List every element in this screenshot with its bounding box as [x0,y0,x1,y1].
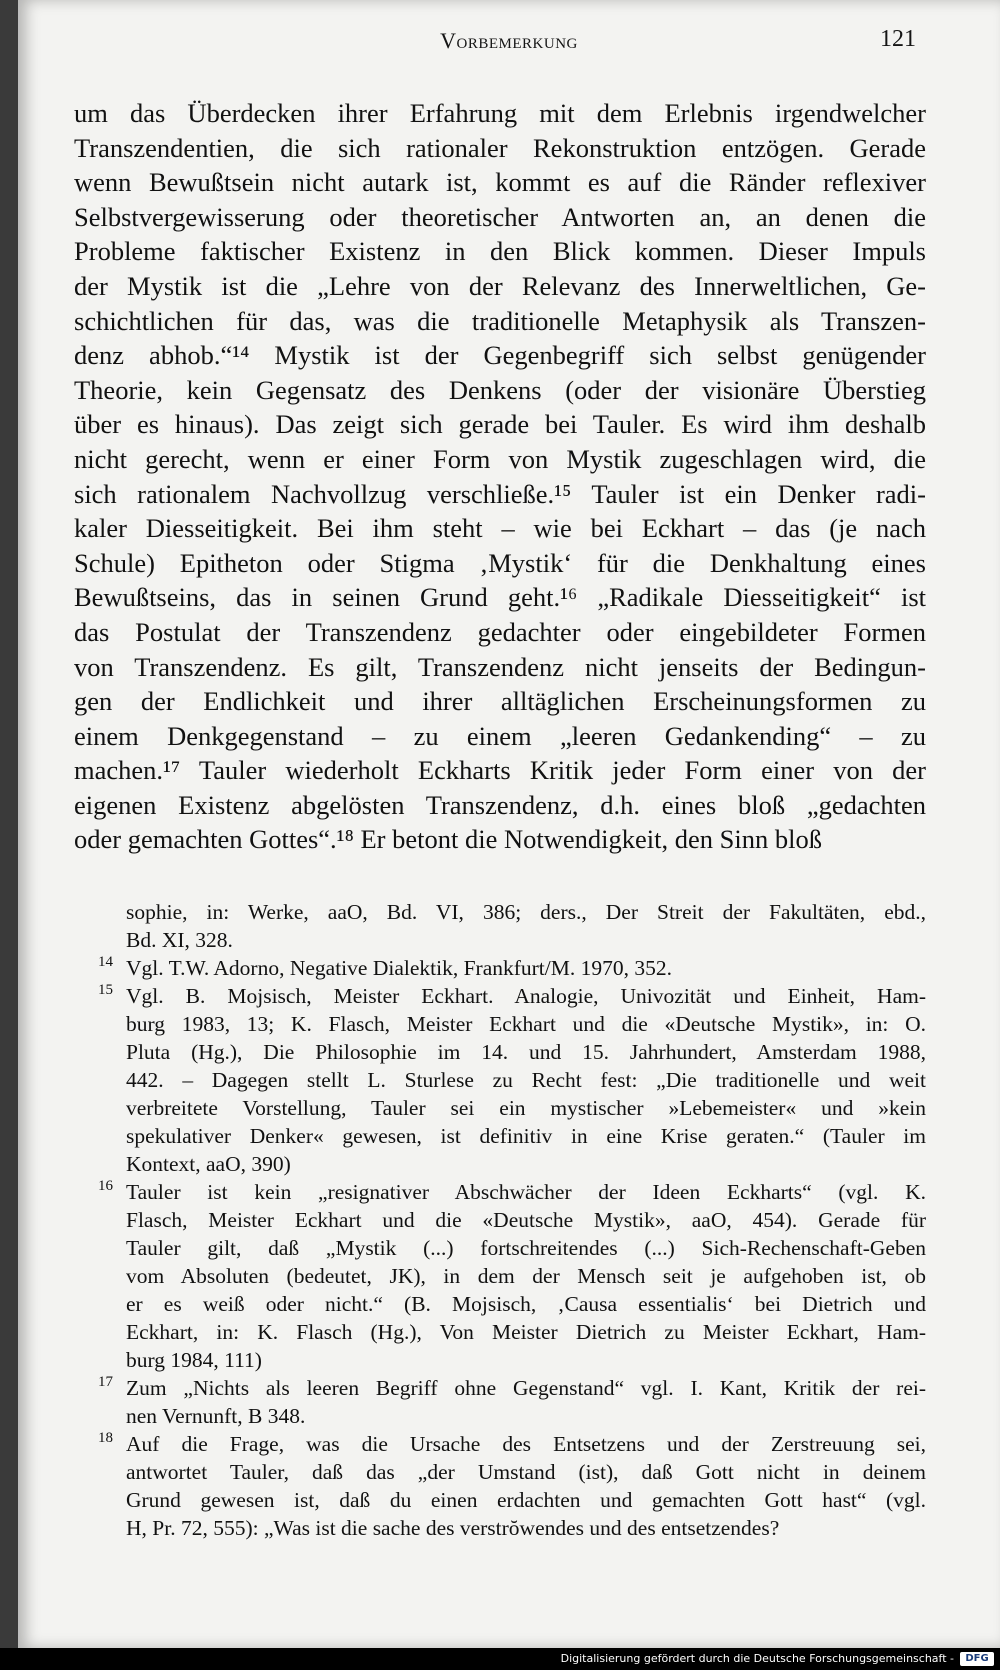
footnote-text: 442. – Dagegen stellt L. Sturlese zu Recht fest: „Die traditionelle und weit [126,1068,926,1092]
text-line: von Transzendenz. Es gilt, Transzendenz nicht jenseits der Bedingun- [74,651,926,682]
running-title: Vorbemerkung [440,28,578,53]
book-page [18,0,1000,1648]
text-line: um das Überdecken ihrer Erfahrung mit dem Erlebnis irgendwelcher [74,98,926,128]
footnote-line [74,1318,926,1346]
footnote-text: Flasch, Meister Eckhart und die «Deutsche Mystik», aaO, 454). Gerade für [126,1208,926,1232]
footnote-text: Tauler ist kein „resignativer Abschwächer der Ideen Eckharts“ (vgl. K. [126,1180,926,1204]
footnote-line [74,926,926,954]
main-text [74,96,926,857]
text-line: das Postulat der Transzendenz gedachter oder eingebildeter Formen [74,616,926,647]
text-line: schichtlichen für das, was die traditionelle Metaphysik als Transzen- [74,305,926,336]
footnote-text: Tauler gilt, daß „Mystik (...) fortschreitendes (...) Sich-Rechenschaft-Geben [126,1236,926,1260]
footnote-number: 14 [98,954,113,970]
text-line: oder gemachten Gottes“.¹⁸ Er betont die Notwendigkeit, den Sinn bloß [74,824,822,855]
digitization-note: Digitalisierung gefördert durch die Deutsche Forschungsgemeinschaft - [560,1652,954,1665]
footnote-line [74,1010,926,1038]
footnote-text: Zum „Nichts als leeren Begriff ohne Gegenstand“ vgl. I. Kant, Kritik der rei- [126,1376,926,1400]
text-line: gen der Endlichkeit und ihrer alltäglichen Erscheinungsformen zu [74,686,926,717]
text-line: der Mystik ist die „Lehre von der Relevanz des Innerweltlichen, Ge- [74,270,926,301]
footnote-text: Vgl. B. Mojsisch, Meister Eckhart. Analogie, Univozität und Einheit, Ham- [126,984,926,1008]
footnote-number: 18 [98,1430,113,1446]
footnote-line [74,1178,926,1206]
text-line: nicht gerecht, wenn er einer Form von Mystik zugeschlagen wird, die [74,443,926,474]
text-line: Probleme faktischer Existenz in den Blick kommen. Dieser Impuls [74,236,926,267]
footnote-line [74,954,926,982]
footnote-line [74,1122,926,1150]
text-line: eigenen Existenz abgelösten Transzendenz, d.h. eines bloß „gedachten [74,789,926,820]
text-line: Bewußtseins, das in seinen Grund geht.¹⁶ „Radikale Diesseitigkeit“ ist [74,582,926,613]
footnote-line [74,1094,926,1122]
footnote-line [74,1346,926,1374]
text-line: Transzendentien, die sich rationaler Rekonstruktion entzögen. Gerade [74,132,926,163]
footnote-text: Bd. XI, 328. [126,928,233,952]
footnote-text: H, Pr. 72, 555): „Was ist die sache des verstrŏwendes und des entsetzendes? [126,1516,780,1540]
footnote-text: Pluta (Hg.), Die Philosophie im 14. und 15. Jahrhundert, Amsterdam 1988, [126,1040,926,1064]
footnote-text: antwortet Tauler, daß das „der Umstand (ist), daß Gott nicht in deinem [126,1460,926,1484]
text-line: wenn Bewußtsein nicht autark ist, kommt es auf die Ränder reflexiver [74,167,926,198]
footnote-number: 17 [98,1374,113,1390]
footnote-text: Grund gewesen ist, daß du einen erdachten und gemachten Gott hast“ (vgl. [126,1488,926,1512]
footnote-line [74,1206,926,1234]
footnote-text: sophie, in: Werke, aaO, Bd. VI, 386; ders., Der Streit der Fakultäten, ebd., [126,900,926,924]
footnote-line [74,1290,926,1318]
footnote-text: Kontext, aaO, 390) [126,1152,291,1176]
page-header [74,24,944,60]
footnote-line [74,982,926,1010]
footnote-text: verbreitete Vorstellung, Tauler sei ein mystischer »Lebemeister« und »kein [126,1096,926,1120]
text-line: denz abhob.“¹⁴ Mystik ist der Gegenbegriff sich selbst genügender [74,340,926,371]
text-line: machen.¹⁷ Tauler wiederholt Eckharts Kritik jeder Form einer von der [74,755,926,786]
dfg-logo: DFG [960,1652,994,1666]
footnote-text: er es weiß oder nicht.“ (B. Mojsisch, ‚Causa essentialis‘ bei Dietrich und [126,1292,926,1316]
text-line: Schule) Epitheton oder Stigma ‚Mystik‘ für die Denkhaltung eines [74,547,926,578]
text-line: Selbstvergewisserung oder theoretischer Antworten an, an denen die [74,201,926,232]
footnote-text: Auf die Frage, was die Ursache des Entsetzens und der Zerstreuung sei, [126,1432,926,1456]
footnote-line [74,1458,926,1486]
footnote-text: burg 1984, 111) [126,1348,262,1372]
footnote-line [74,1066,926,1094]
page-number: 121 [880,26,916,52]
footnote-line [74,1402,926,1430]
footnote-line [74,1038,926,1066]
footnote-line [74,1262,926,1290]
footnote-line [74,1430,926,1458]
footnote-text: vom Absoluten (bedeutet, JK), in dem der Mensch seit je aufgehoben ist, ob [126,1264,926,1288]
footnote-line [74,1374,926,1402]
footnote-number: 16 [98,1178,113,1194]
footnote-line [74,898,926,926]
footnote-text: nen Vernunft, B 348. [126,1404,306,1428]
digitization-footer [0,1648,1000,1670]
text-line: einem Denkgegenstand – zu einem „leeren Gedankending“ – zu [74,720,926,751]
footnote-line [74,1150,926,1178]
text-line: sich rationalem Nachvollzug verschließe.¹⁵ Tauler ist ein Denker radi- [74,478,926,509]
footnote-text: spekulativer Denker« gewesen, ist definitiv in eine Krise geraten.“ (Tauler im [126,1124,926,1148]
footnote-line [74,1234,926,1262]
footnote-text: Vgl. T.W. Adorno, Negative Dialektik, Frankfurt/M. 1970, 352. [126,956,672,980]
footnote-line [74,1486,926,1514]
text-line: über es hinaus). Das zeigt sich gerade bei Tauler. Es wird ihm deshalb [74,409,926,440]
text-line: kaler Diesseitigkeit. Bei ihm steht – wie bei Eckhart – das (je nach [74,513,926,544]
footnote-number: 15 [98,982,113,998]
footnote-text: burg 1983, 13; K. Flasch, Meister Eckhart und die «Deutsche Mystik», in: O. [126,1012,926,1036]
footnote-text: Eckhart, in: K. Flasch (Hg.), Von Meister Dietrich zu Meister Eckhart, Ham- [126,1320,926,1344]
text-line: Theorie, kein Gegensatz des Denkens (oder der visionäre Überstieg [74,374,926,405]
footnote-line [74,1514,926,1542]
footnotes [74,898,926,1542]
